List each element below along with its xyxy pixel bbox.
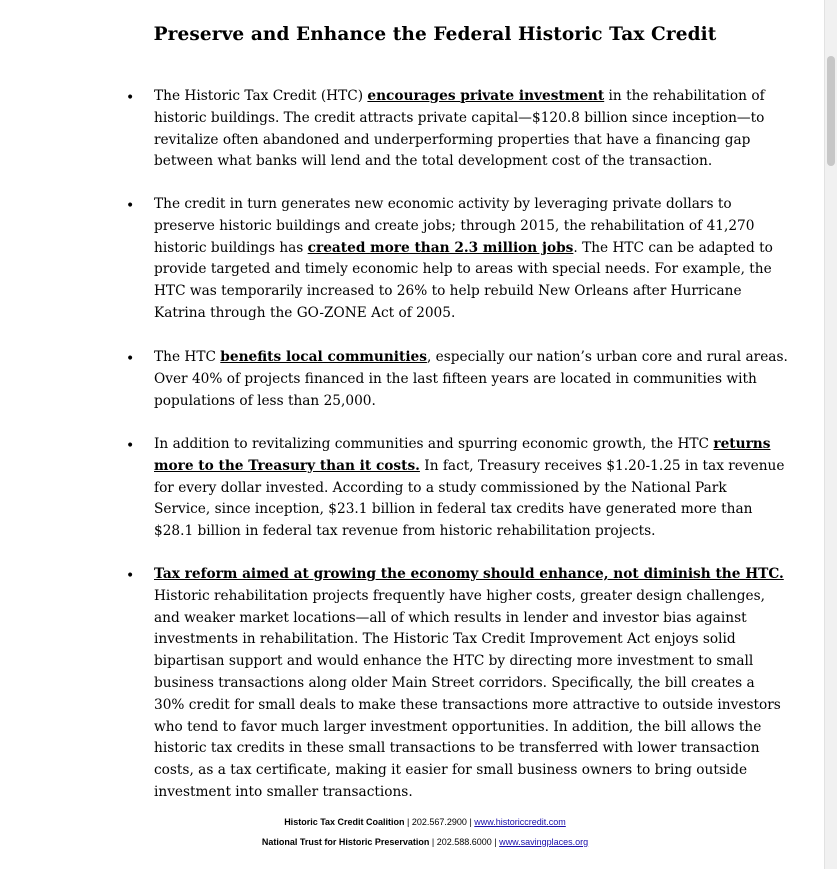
p4-line-4: Service, since inception, $23.1 billion in federal tax credits have generated more than [154,501,753,518]
p3-underline: benefits local communities [220,349,427,365]
footer-line-1 [0,817,837,827]
footer-link-historiccredit[interactable]: www.historiccredit.com [474,817,566,827]
p5-line-3: and weaker market locations—all of which results in lender and investor bias against [154,609,747,626]
p5-underline: Tax reform aimed at growing the economy should enhance, not diminish the HTC. [154,566,784,582]
p4-underline-1: returns [713,436,771,452]
p3-line-3: populations of less than 25,000. [154,392,376,409]
p5-line-11: investment into smaller transactions. [154,783,413,800]
p4-line-3: for every dollar invested. According to a study commissioned by the National Park [154,479,727,496]
footer-line-2 [0,837,837,847]
footer-link-savingplaces[interactable]: www.savingplaces.org [499,837,589,847]
p2-line-4: provide targeted and timely economic help to areas with special needs. For example, the [154,261,772,278]
paragraph-1 [154,86,766,173]
p2-line-3: historic buildings has created more than 2.3 million jobs. The HTC can be adapted to [154,239,773,256]
page-title: Preserve and Enhance the Federal Historic Tax Credit [153,24,717,45]
p4-line-2: more to the Treasury than it costs. In fact, Treasury receives $1.20-1.25 in tax revenue [154,457,785,474]
footer-org-nthp: National Trust for Historic Preservation [261,837,430,847]
footer-phone-htcc: | 202.567.2900 | [404,817,475,827]
p1-line-3: revitalize often abandoned and underperforming properties that have a financing gap [154,131,751,148]
p1-line-4: between what banks will lend and the total development cost of the transaction. [154,153,713,170]
bullet-5: • [126,568,135,584]
p2-line-1: The credit in turn generates new economic activity by leveraging private dollars to [154,196,732,212]
bullet-3: • [126,351,135,367]
p2-line-5: HTC was temporarily increased to 26% to help rebuild New Orleans after Hurricane [154,283,742,300]
scrollbar-thumb[interactable] [827,56,835,166]
p1-underline: encourages private investment [367,88,605,104]
p5-line-8: who tend to favor much larger investment opportunities. In addition, the bill allows the [154,718,762,735]
p5-line-5: bipartisan support and would enhance the HTC by directing more investment to small [154,653,754,670]
footer-phone-nthp: | 202.588.6000 | [429,837,500,847]
p3-line-1: The HTC benefits local communities, especially our nation’s urban core and rural areas. [154,349,788,365]
p1-line-1: The Historic Tax Credit (HTC) encourages private investment in the rehabilitation of [154,88,765,104]
p5-line-6: business transactions along older Main Street corridors. Specifically, the bill creates a [154,674,755,691]
p3-line-2: Over 40% of projects financed in the last fifteen years are located in communities with [154,370,757,387]
paragraph-2 [154,194,773,325]
p5-line-7: 30% credit for small deals to make these transactions more attractive to outside investors [154,696,781,713]
p5-line-10: costs, as a tax certificate, making it easier for small business owners to bring outside [154,762,748,779]
bullet-1: • [126,90,135,106]
bullet-2: • [126,198,135,214]
bullet-4: • [126,438,135,454]
paragraph-4 [154,434,785,543]
p4-line-1: In addition to revitalizing communities and spurring economic growth, the HTC returns [154,436,771,452]
p4-underline-2: more to the Treasury than it costs. [154,457,420,474]
footer-org-htcc: Historic Tax Credit Coalition [284,817,405,827]
p5-line-9: historic tax credits in these small transactions to be transferred with lower transaction [154,740,760,757]
p5-line-1 [154,564,784,586]
paragraph-5 [154,564,784,804]
vertical-scrollbar[interactable] [824,0,837,869]
p4-line-5: $28.1 billion in federal tax revenue from historic rehabilitation projects. [154,523,656,540]
paragraph-3 [154,347,788,412]
p1-line-2: historic buildings. The credit attracts private capital—$120.8 billion since inception—to [154,109,765,126]
p2-underline: created more than 2.3 million jobs [307,239,574,256]
p5-line-4: investments in rehabilitation. The Historic Tax Credit Improvement Act enjoys solid [154,631,736,648]
p2-line-2: preserve historic buildings and create jobs; through 2015, the rehabilitation of 41,270 [154,217,755,234]
p5-line-2: Historic rehabilitation projects frequently have higher costs, greater design challenges, [154,587,765,604]
p2-line-6: Katrina through the GO-ZONE Act of 2005. [154,304,456,321]
